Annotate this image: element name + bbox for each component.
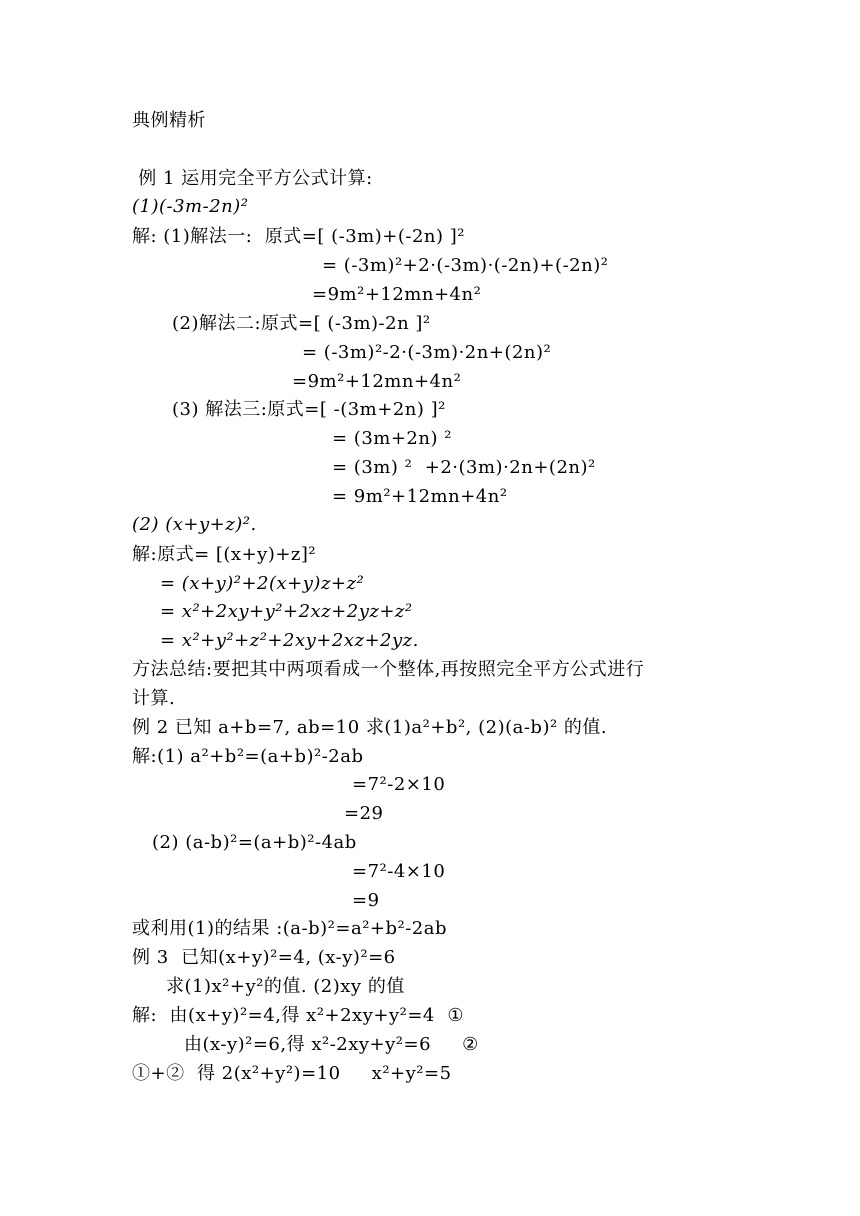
example-2-solution-2-step-1: =7²-4×10 [352,861,446,882]
solution-method-2-step-1: = (-3m)²-2·(-3m)·2n+(2n)² [302,342,552,363]
example-3-solution-step-3: ①+② 得 2(x²+y²)=10 x²+y²=5 [132,1063,452,1084]
solution-method-1: 解: (1)解法一: 原式=[ (-3m)+(-2n) ]² [132,226,465,247]
example-2-alternative: 或利用(1)的结果 :(a-b)²=a²+b²-2ab [132,918,448,939]
solution-method-1-step-2: =9m²+12mn+4n² [312,284,482,305]
solution-method-2-step-2: =9m²+12mn+4n² [292,371,462,392]
problem-2-solution: 解:原式= [(x+y)+z]² [132,544,317,565]
problem-2-step-2: = x²+2xy+y²+2xz+2yz+z² [160,601,413,622]
problem-2-step-1: = (x+y)²+2(x+y)z+z² [160,573,365,594]
problem-2-step-3: = x²+y²+z²+2xy+2xz+2yz. [160,630,419,651]
example-3-question: 求(1)x²+y²的值. (2)xy 的值 [166,976,405,997]
section-heading: 典例精析 [132,110,206,131]
solution-method-3-step-1: = (3m+2n) ² [332,428,452,449]
method-summary-continued: 计算. [132,688,176,709]
solution-method-3-step-2: = (3m) ² +2·(3m)·2n+(2n)² [332,457,596,478]
example-1-problem-2: (2) (x+y+z)². [132,514,257,535]
example-2-solution-2: (2) (a-b)²=(a+b)²-4ab [152,832,357,853]
solution-method-1-step-1: = (-3m)²+2·(-3m)·(-2n)+(-2n)² [322,255,609,276]
example-2-title: 例 2 已知 a+b=7, ab=10 求(1)a²+b², (2)(a-b)² 的值. [132,717,608,738]
solution-method-2: (2)解法二:原式=[ (-3m)-2n ]² [172,313,431,334]
example-3-solution-step-2: 由(x-y)²=6,得 x²-2xy+y²=6 ② [184,1034,479,1055]
example-2-solution-1: 解:(1) a²+b²=(a+b)²-2ab [132,746,364,767]
example-1-title: 例 1 运用完全平方公式计算: [132,168,373,189]
method-summary: 方法总结:要把其中两项看成一个整体,再按照完全平方公式进行 [132,659,645,680]
example-2-solution-1-step-1: =7²-2×10 [352,774,446,795]
example-1-problem-1: (1)(-3m-2n)² [132,196,249,217]
example-3-title: 例 3 已知(x+y)²=4, (x-y)²=6 [132,947,396,968]
solution-method-3-step-3: = 9m²+12mn+4n² [332,486,508,507]
solution-method-3: (3) 解法三:原式=[ -(3m+2n) ]² [172,399,446,420]
example-3-solution-step-1: 解: 由(x+y)²=4,得 x²+2xy+y²=4 ① [132,1005,464,1026]
example-2-solution-1-step-2: =29 [344,803,384,824]
example-2-solution-2-step-2: =9 [352,890,380,911]
